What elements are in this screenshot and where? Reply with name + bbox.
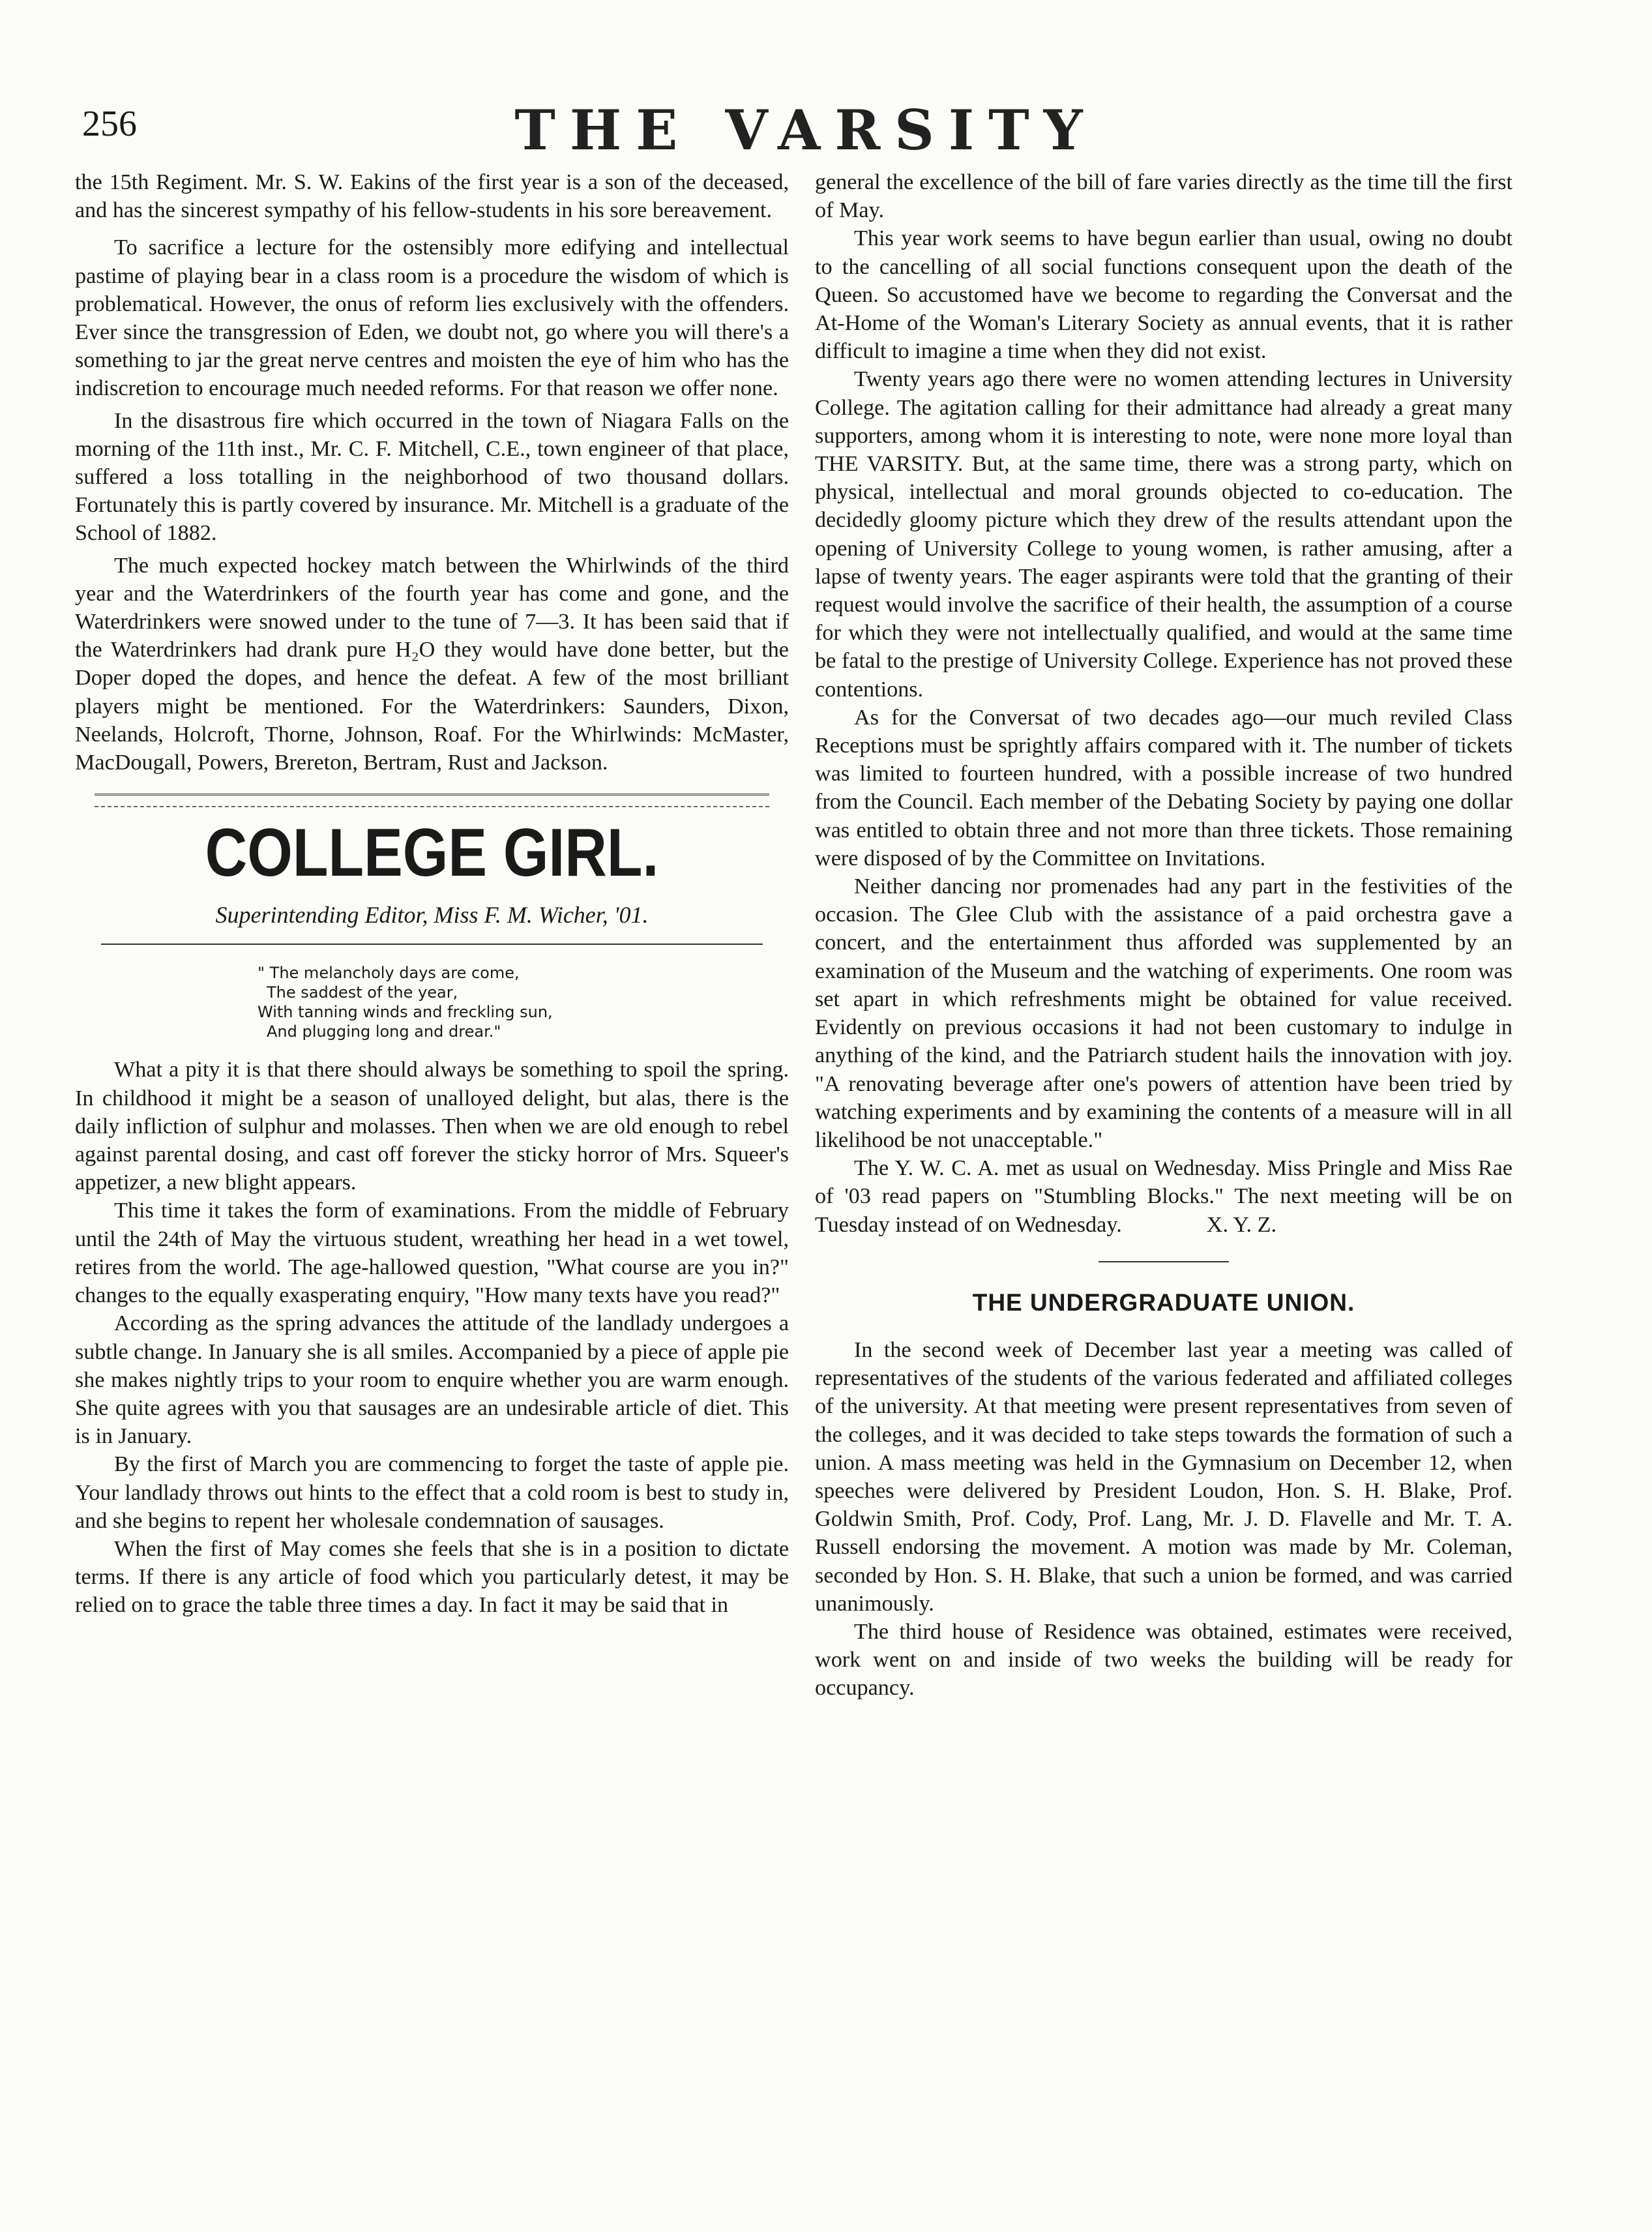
editor-line: Superintending Editor, Miss F. M. Wicher, '01. [215,902,649,929]
paragraph: Neither dancing nor promenades had any part in the festivities of the occasion. The Glee Club with the assistance of a paid orchestra gave a concert, and the entertainment thus afforded was supplemented by an examination of the Museum and the watching of experiments. One room was set apart in which refreshments might be obtained for value received. Evidently on previous occasions it had not been customary to indulge in anything of the kind, and the Patriarch student hails the innovation with joy. "A renovating beverage after one's powers of attention have been tried by watching experiments and by examining the contents of a measure will in all likelihood be not unacceptable." [815,874,1512,1152]
paragraph: The third house of Residence was obtained, estimates were received, work went on and inside of two weeks the building will be ready for occupancy. [815,1619,1512,1701]
paragraph: The much expected hockey match between the Whirlwinds of the third year and the Waterdrinkers of the fourth year has come and gone, and the Waterdrinkers were snowed under to the tune of 7—3. It has been said that if the Waterdrinkers had drank pure H₂O they would have done better, but the Doper doped the dopes, and hence the defeat. A few of the most brilliant players might be mentioned. For the Waterdrinkers: Saunders, Dixon, Neelands, Holcroft, Thorne, Johnson, Roaf. For the Whirlwinds: McMaster, MacDougall, Powers, Brereton, Bertram, Rust and Jackson. [75,553,789,775]
paragraph: As for the Conversat of two decades ago—our much reviled Class Receptions must be sprightly affairs compared with it. The number of tickets was limited to fourteen hundred, with a possible increase of two hundred from the Council. Each member of the Debating Society by paying one dollar was entitled to obtain three and not more than three tickets. Those remaining were disposed of by the Committee on Invitations. [815,705,1512,870]
left-column [75,168,789,1620]
paragraph: What a pity it is that there should always be something to spoil the spring. In childhood it might be a season of unalloyed delight, but alas, there is the daily infliction of sulphur and molasses. Then when we are old enough to rebel against parental dosing, and cast off forever the sticky horror of Mrs. Squeer's appetizer, a new blight appears. [75,1058,789,1195]
paragraph: By the first of March you are commencing to forget the taste of apple pie. Your landlady throws out hints to the effect that a cold room is best to study in, and she begins to repent her wholesale condemnation of sausages. [75,1452,789,1533]
paragraph: This time it takes the form of examinations. From the middle of February until the 24th of May the virtuous student, wreathing her head in a wet towel, retires from the world. The age-hallowed question, "What course are you in?" changes to the equally exasperating enquiry, "How many texts have you read?" [75,1198,789,1308]
paragraph: To sacrifice a lecture for the ostensibly more edifying and intellectual pastime of playing bear in a class room is a procedure the wisdom of which is problematical. However, the onus of reform lies exclusively with the offenders. Ever since the transgression of Eden, we doubt not, go where you will there's a something to jar the great nerve centres and moisten the eye of him who has the indiscretion to encourage much needed reforms. For that reason we offer none. [75,235,789,401]
paragraph: According as the spring advances the attitude of the landlady undergoes a subtle change. In January she is all smiles. Accompanied by a piece of apple pie she makes nightly trips to your room to enquire whether you are warm enough. She quite agrees with you that sausages are an undesirable article of diet. This is in January. [75,1311,789,1449]
masthead-title: THE VARSITY [514,98,1097,162]
poem-epigraph [258,963,789,1041]
paragraph: Twenty years ago there were no women attending lectures in University College. The agitation calling for their admittance had already a great many supporters, among whom it is interesting to note, were none more loyal than THE VARSITY. But, at the same time, there was a strong party, which on physical, intellectual and moral grounds objected to co-education. The decidedly gloomy picture which they drew of the results attendant upon the opening of University College to young women, is rather amusing, after a lapse of twenty years. The eager aspirants were told that the granting of their request would involve the sacrifice of their health, the assumption of a course for which they were not intellectually qualified, and would at the same time be fatal to the prestige of University College. Experience has not proved these contentions. [815,367,1512,702]
rule [101,944,763,945]
poem-line: And plugging long and drear." [267,1022,501,1041]
poem-line: With tanning winds and freckling sun, [258,1003,553,1022]
section-divider [95,794,769,807]
right-column [815,168,1512,1703]
paragraph: In the second week of December last year a meeting was called of representatives of the students of the various federated and affiliated colleges of the university. At that meeting were present representatives from seven of the colleges, and it was decided to take steps towards the formation of such a union. A mass meeting was held in the Gymnasium on December 12, when speeches were delivered by President Loudon, Hon. S. H. Blake, Prof. Goldwin Smith, Prof. Cody, Prof. Lang, Mr. J. D. Flavelle and Mr. T. A. Russell endorsing the movement. A motion was made by Mr. Coleman, seconded by Hon. S. H. Blake, that such a union be formed, and was carried unanimously. [815,1337,1512,1616]
page-number: 256 [82,104,137,144]
page-header [82,98,1503,160]
paragraph: When the first of May comes she feels that she is in a position to dictate terms. If there is any article of food which you particularly detest, it may be relied on to grace the table three times a day. In fact it may be said that in [75,1536,789,1618]
paragraph: In the disastrous fire which occurred in the town of Niagara Falls on the morning of the 11th inst., Mr. C. F. Mitchell, C.E., town engineer of that place, suffered a loss totalling in the neighborhood of two thousand dollars. Fortunately this is partly covered by insurance. Mr. Mitchell is a graduate of the School of 1882. [75,408,789,546]
rule [1099,1261,1229,1262]
poem-line: The saddest of the year, [267,983,458,1002]
section-title: COLLEGE GIRL. [205,815,659,891]
paragraph: This year work seems to have begun earlier than usual, owing no doubt to the cancelling of all social functions consequent upon the death of the Queen. So accustomed have we become to regarding the Conversat and the At-Home of the Woman's Literary Society as annual events, that it is rather difficult to imagine a time when they did not exist. [815,226,1512,364]
paragraph: the 15th Regiment. Mr. S. W. Eakins of the first year is a son of the deceased, and has the sincerest sympathy of his fellow-students in his sore bereavement. [75,170,789,223]
section-subtitle: THE UNDERGRADUATE UNION. [972,1288,1355,1316]
paragraph: general the excellence of the bill of fare varies directly as the time till the first of May. [815,170,1512,223]
poem-line: " The melancholy days are come, [258,964,520,983]
ywca-text: The Y. W. C. A. met as usual on Wednesday. Miss Pringle and Miss Rae of '03 read papers on "Stumbling Blocks." The next meeting will be on Tuesday instead of on Wednesday. [815,1156,1512,1237]
signature: X. Y. Z. [1206,1212,1277,1237]
paragraph [815,1154,1512,1239]
